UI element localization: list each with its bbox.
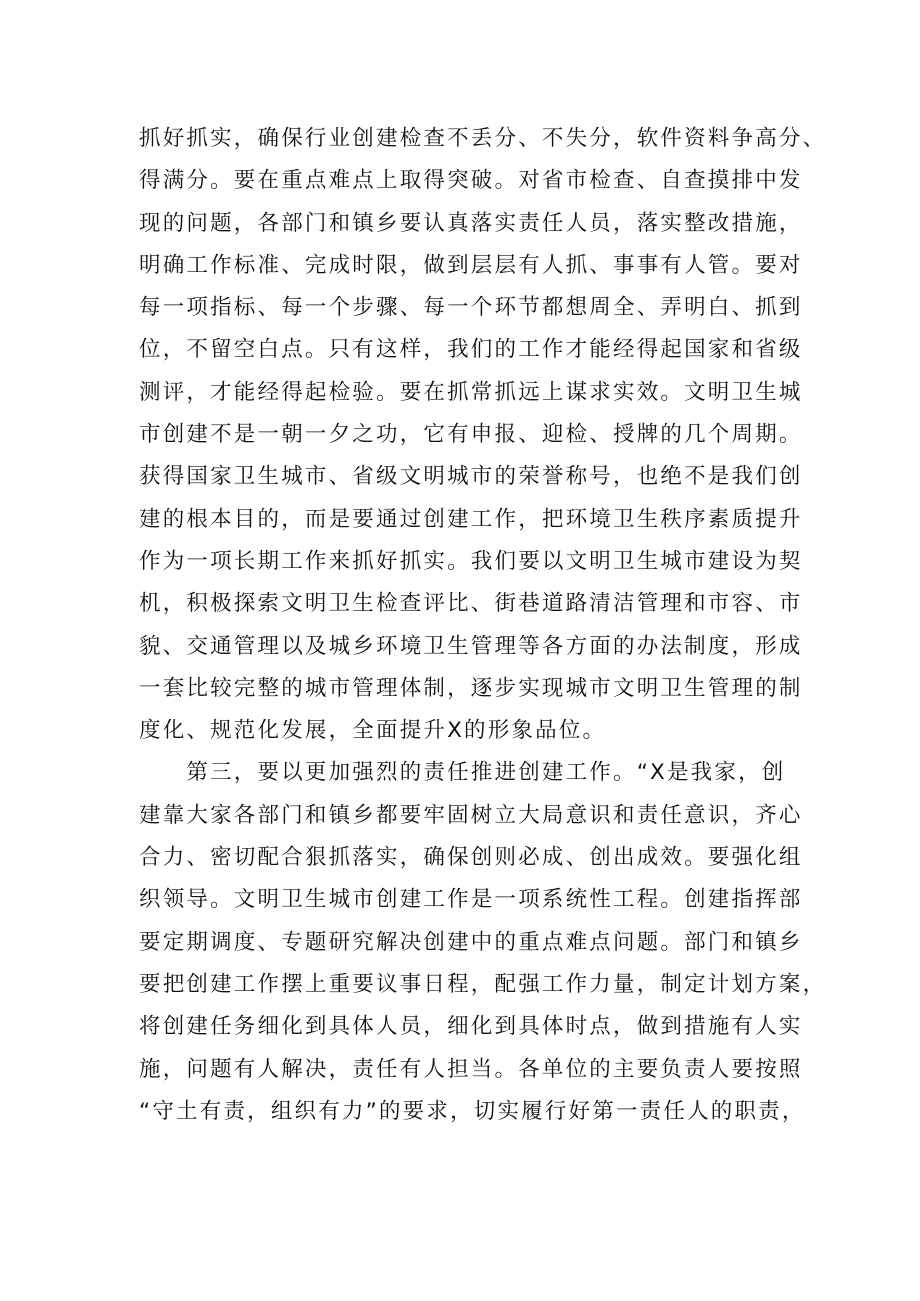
text-line-17: 建靠大家各部门和镇乡都要牢固树立大局意识和责任意识，齐心 bbox=[139, 802, 803, 828]
text-line-9: 获得国家卫生城市、省级文明城市的荣誉称号，也绝不是我们创 bbox=[139, 464, 803, 490]
text-line-10: 建的根本目的，而是要通过创建工作，把环境卫生秩序素质提升 bbox=[139, 506, 803, 532]
text-line-19: 织领导。文明卫生城市创建工作是一项系统性工程。创建指挥部 bbox=[139, 887, 803, 913]
text-line-5: 每一项指标、每一个步骤、每一个环节都想周全、弄明白、抓到 bbox=[139, 295, 803, 321]
text-line-4: 明确工作标准、完成时限，做到层层有人抓、事事有人管。要对 bbox=[139, 252, 803, 278]
text-line-20: 要定期调度、专题研究解决创建中的重点难点问题。部门和镇乡 bbox=[139, 929, 803, 955]
text-line-14: 一套比较完整的城市管理体制，逐步实现城市文明卫生管理的制 bbox=[139, 675, 803, 701]
text-line-11: 作为一项长期工作来抓好抓实。我们要以文明卫生城市建设为契 bbox=[139, 548, 803, 574]
text-line-8: 市创建不是一朝一夕之功，它有申报、迎检、授牌的几个周期。 bbox=[139, 422, 803, 448]
text-line-21: 要把创建工作摆上重要议事日程，配强工作力量，制定计划方案， bbox=[139, 971, 827, 997]
text-line-15: 度化、规范化发展，全面提升X的形象品位。 bbox=[139, 718, 607, 744]
text-line-22: 将创建任务细化到具体人员，细化到具体时点，做到措施有人实 bbox=[139, 1014, 803, 1040]
text-line-16: 第三，要以更加强烈的责任推进创建工作。“X是我家，创 bbox=[139, 760, 786, 786]
text-line-23: 施，问题有人解决，责任有人担当。各单位的主要负责人要按照 bbox=[139, 1056, 803, 1082]
text-line-1: 抓好抓实，确保行业创建检查不丢分、不失分，软件资料争高分、 bbox=[139, 126, 827, 151]
text-line-18: 合力、密切配合狠抓落实，确保创则必成、创出成效。要强化组 bbox=[139, 845, 803, 871]
text-line-3: 现的问题，各部门和镇乡要认真落实责任人员，落实整改措施， bbox=[139, 210, 803, 236]
text-line-12: 机，积极探索文明卫生检查评比、街巷道路清洁管理和市容、市 bbox=[139, 591, 803, 617]
text-line-7: 测评，才能经得起检验。要在抓常抓远上谋求实效。文明卫生城 bbox=[139, 379, 803, 405]
text-line-24: “守土有责，组织有力”的要求，切实履行好第一责任人的职责， bbox=[139, 1098, 806, 1124]
document-body bbox=[139, 118, 827, 1133]
text-line-13: 貌、交通管理以及城乡环境卫生管理等各方面的办法制度，形成 bbox=[139, 633, 803, 659]
text-line-2: 得满分。要在重点难点上取得突破。对省市检查、自查摸排中发 bbox=[139, 168, 803, 194]
text-line-6: 位，不留空白点。只有这样，我们的工作才能经得起国家和省级 bbox=[139, 337, 803, 363]
